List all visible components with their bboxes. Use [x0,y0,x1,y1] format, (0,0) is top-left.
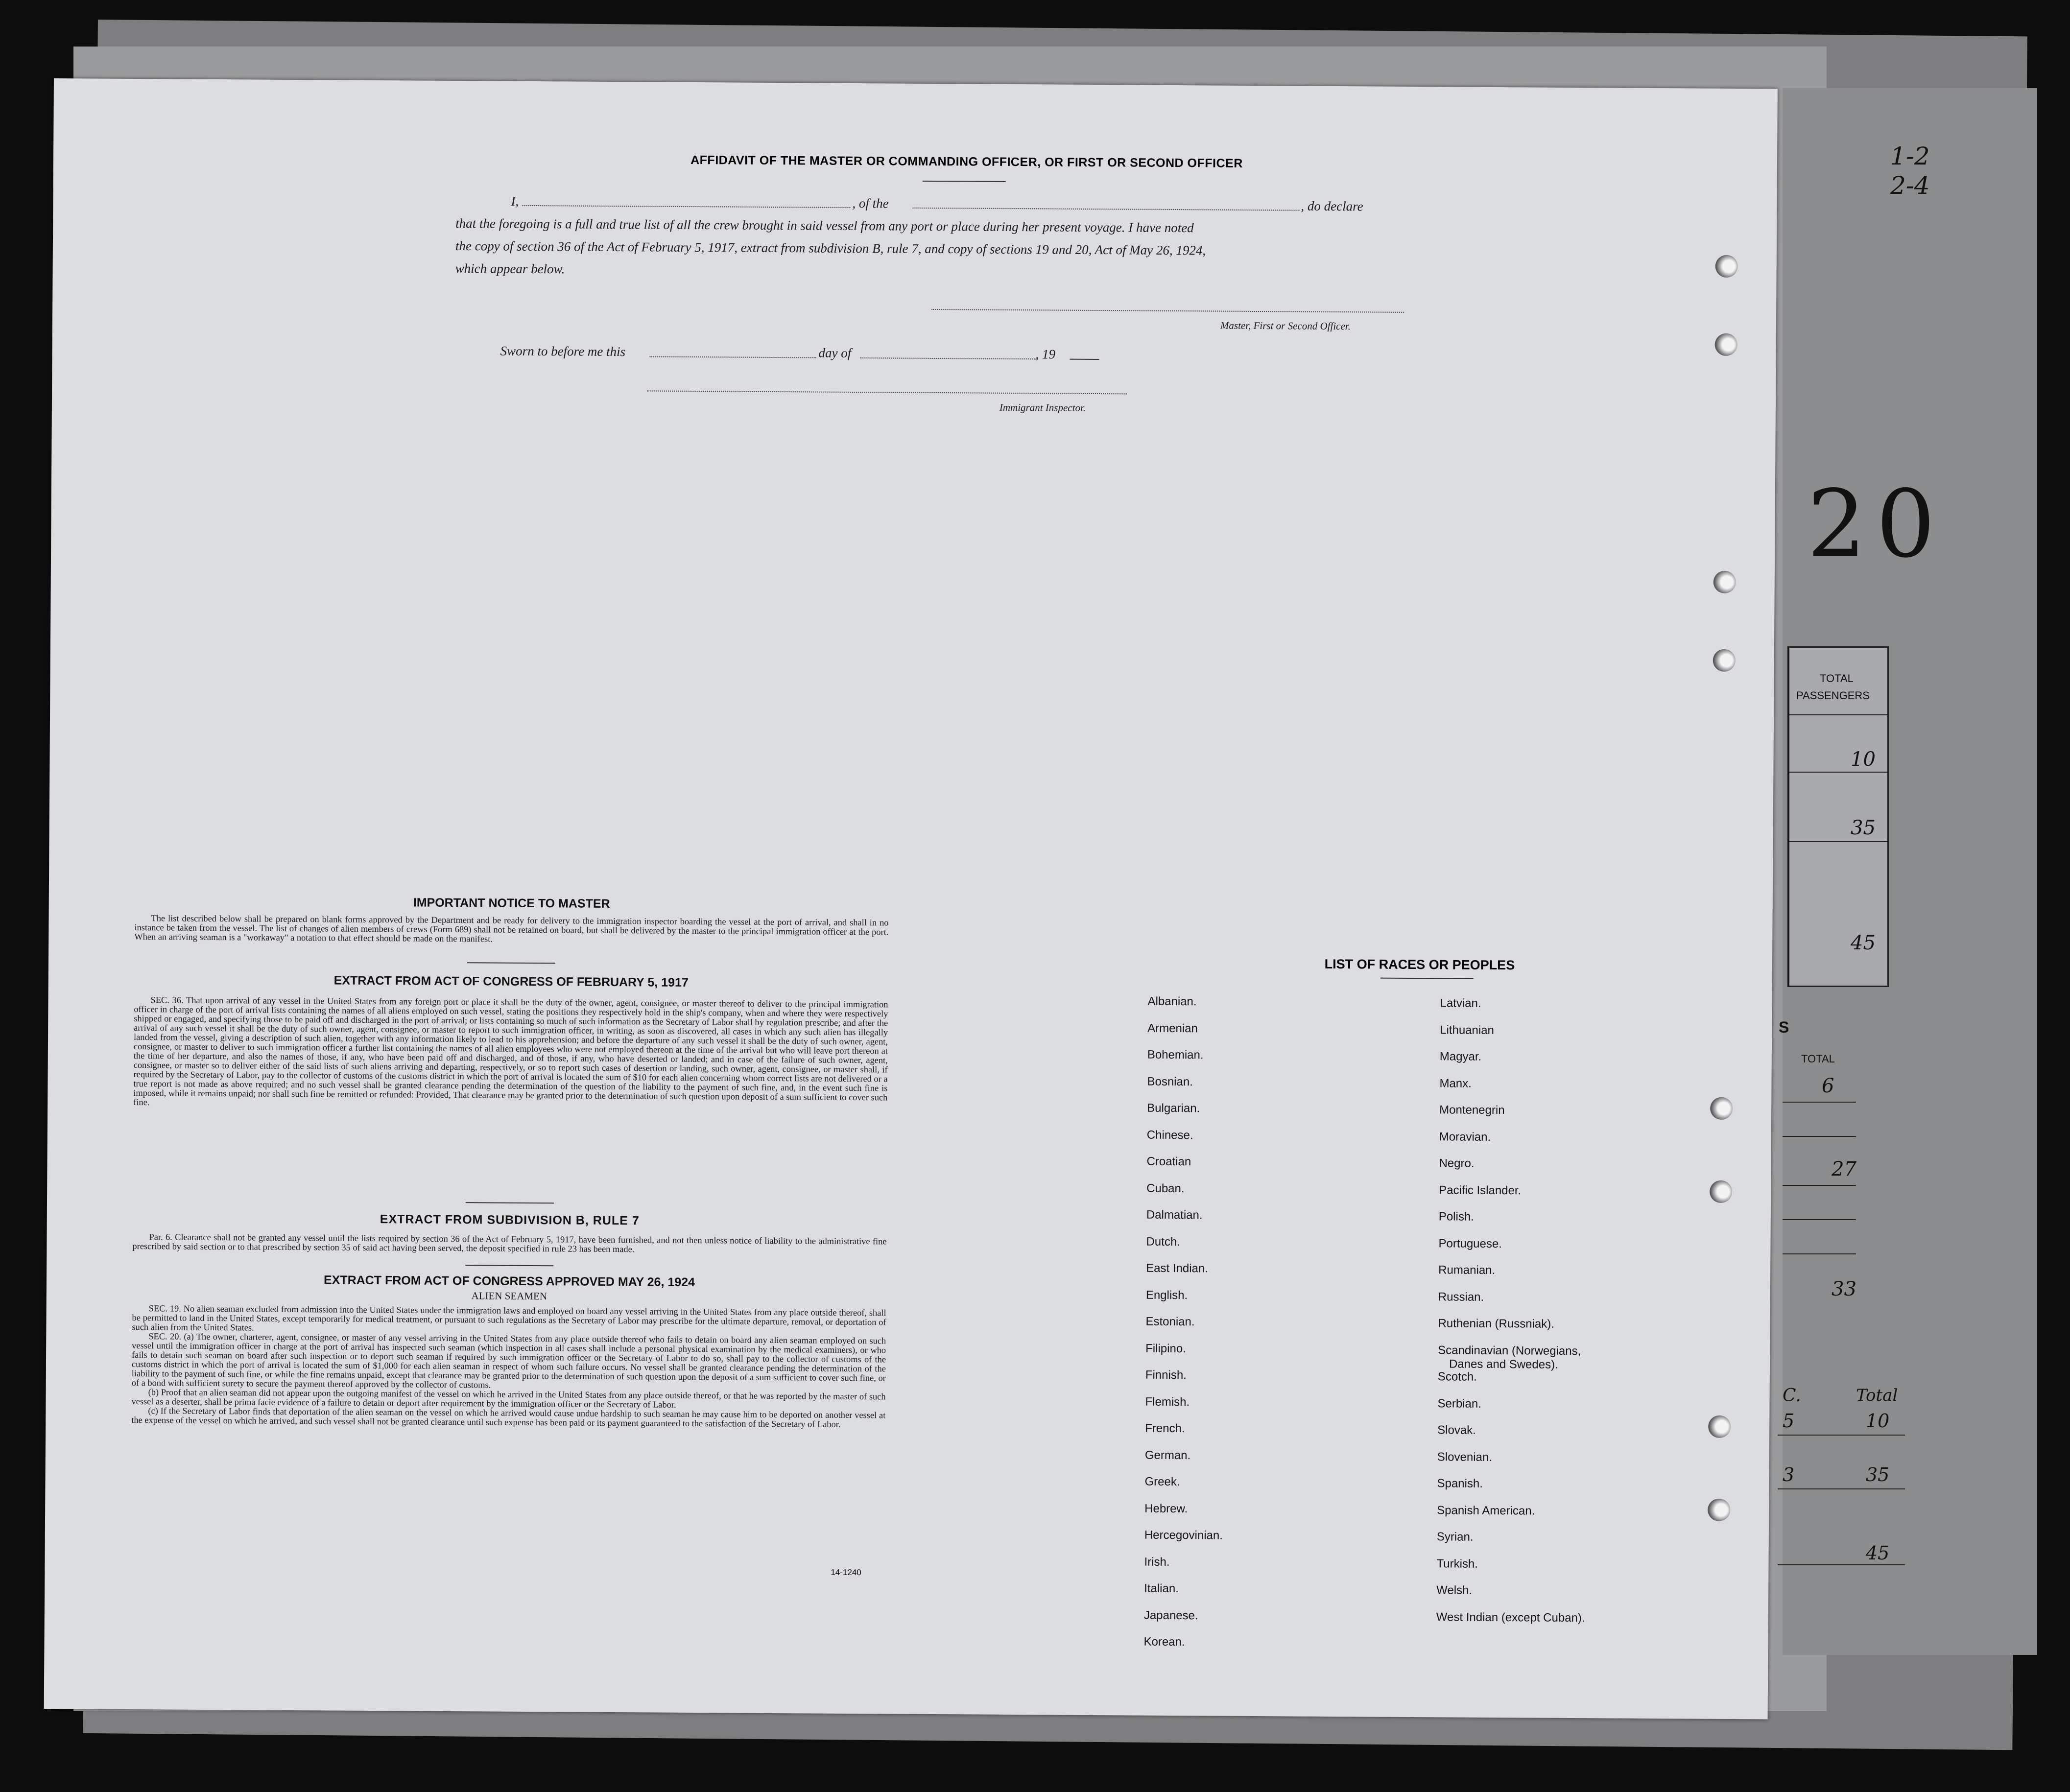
race-item: Hercegovinian. [1144,1528,1223,1542]
punch-hole [1713,571,1736,593]
races-title: LIST OF RACES OR PEOPLES [1324,956,1515,973]
sworn-year: , 19 [1035,347,1056,362]
affidavit-line3: the copy of section 36 of the Act of February 5, 1917, extract from subdivision B, rule 7, and copy of sections 19 and 20, Act of May 26, 1924, [455,238,1206,258]
race-item: Scandinavian (Norwegians, [1438,1343,1581,1358]
race-item: Estonian. [1145,1315,1195,1329]
section-letter: S [1779,1018,1789,1036]
race-item: Ruthenian (Russniak). [1438,1317,1555,1331]
race-item: Montenegrin [1439,1103,1505,1117]
total2-label: Total [1856,1386,1898,1405]
race-item: West Indian (except Cuban). [1436,1610,1585,1625]
affidavit-title: AFFIDAVIT OF THE MASTER OR COMMANDING OFFICER, OR FIRST OR SECOND OFFICER [690,153,1243,170]
race-item: Korean. [1143,1635,1185,1649]
punch-hole [1710,1180,1732,1203]
note-1: 1-2 [1890,142,1930,170]
race-item: Rumanian. [1438,1263,1496,1277]
form-code: 14-1240 [831,1567,861,1578]
race-item: Filipino. [1145,1342,1186,1355]
punch-hole [1708,1499,1730,1521]
race-item: Bulgarian. [1147,1101,1200,1115]
race-item: Armenian [1147,1021,1198,1035]
race-item: Flemish. [1145,1395,1190,1409]
race-item: Moravian. [1439,1130,1491,1144]
master-signature-field[interactable] [931,309,1404,313]
race-item: Serbian. [1437,1396,1481,1411]
race-item: French. [1145,1421,1185,1436]
extract-1924-title: EXTRACT FROM ACT OF CONGRESS APPROVED MAY 26, 1924 [323,1273,695,1290]
race-item: Irish. [1144,1555,1170,1569]
race-item: Polish. [1438,1210,1474,1224]
race-item: Albanian. [1147,994,1197,1009]
tp-value-3: 45 [1851,932,1876,954]
total2-value-2: 35 [1866,1464,1890,1485]
race-item: Slovenian. [1437,1450,1493,1464]
race-item: Magyar. [1439,1050,1482,1063]
c-value-2: 3 [1783,1464,1795,1485]
rule7-body: Par. 6. Clearance shall not be granted any vessel until the lists required by section 36 of the Act of February 5, 1917, have been furnished, and not then unless notice of liability to the administrative fine prescribed by said section or to that prescribed by section 35 of said act having been served, the deposit specified in rule 23 has been made. [132,1232,887,1254]
punch-hole [1715,333,1737,356]
sworn-day-field[interactable] [650,356,816,358]
sworn-text: Sworn to before me this [500,343,626,359]
race-item: Italian. [1144,1581,1179,1596]
race-item: Croatian [1146,1155,1191,1169]
race-item: Spanish. [1437,1477,1483,1490]
note-2: 2-4 [1890,171,1930,200]
big-mark: 20 [1807,470,1945,578]
race-item: Syrian. [1436,1530,1474,1544]
race-item: Finnish. [1145,1368,1187,1382]
race-item: Bohemian. [1147,1048,1204,1062]
tp-label-1: TOTAL [1820,672,1854,684]
alien-seamen-subtitle: ALIEN SEAMEN [471,1290,547,1302]
race-item: German. [1144,1448,1191,1462]
race-item: Welsh. [1436,1583,1473,1597]
c-label: C. [1783,1386,1801,1406]
inspector-signature-field[interactable] [647,390,1127,394]
c-value-1: 5 [1783,1410,1795,1432]
rule7-title: EXTRACT FROM SUBDIVISION B, RULE 7 [380,1212,640,1228]
sworn-month-field[interactable] [860,357,1037,359]
race-item: Dalmatian. [1146,1208,1203,1222]
total2-value-3: 45 [1866,1542,1890,1564]
affidavit-line4: which appear below. [455,261,565,277]
notice-body: The list described below shall be prepared on blank forms approved by the Department and be ready for delivery to the immigration inspector boarding the vessel at the port of arrival, and shall in no instance be taken from the vessel. The list of changes of alien members of crews (Form 689) shall not be retained on board, but shall be delivered by the master to the principal immigration officer at the port. When an arriving seaman is a "workaway" a notation to that effect should be made on the manifest. [134,913,889,944]
extract-1924-body: SEC. 19. No alien seaman excluded from admission into the United States under the immigration laws and employed on board any vessel arriving in the United States from any place outside thereof, shall be permitted to land in the United States, except temporarily for medical treatment, or pursuant to such regulations as the Secretary of Labor may prescribe for the ultimate departure, removal, or deportation of such alien from the United States. SEC. 20. (a) The owner, charterer, agent, consignee, or master of any vessel arriving in the United States from any place outside thereof who fails to detain on board any alien seaman employed on such vessel until the immigration officer in charge at the port of arrival has inspected such seaman (which inspection in all cases shall include a personal physical examination by the medical examiners), or who fails to detain such seaman on board after such inspection or to deport such seaman if required by such immigration officer or the Secretary of Labor to do so, shall pay to the collector of customs of the customs district in which the port of arrival is located the sum of $1,000 for each alien seaman in respect of whom such failure occurs. No vessel shall be granted clearance pending the determination of the liability to the payment of such fine, or while the fine remains unpaid, except that clearance may be granted prior to the determination of such question upon the deposit of a sum sufficient to cover such fine, or of a bond with sufficient surety to secure the payment thereof approved by the collector of customs. (b) Proof that an alien seaman did not appear upon the outgoing manifest of the vessel on which he arrived in the United States from any place outside thereof, or that he was reported by the master of such vessel as a deserter, shall be prima facie evidence of a failure to detain or deport after requirement by the immigration officer or the Secretary of Labor. (c) If the Secretary of Labor finds that deportation of the alien seaman on the vessel on which he arrived would cause undue hardship to such seaman he may cause him to be deported on another vessel at the expense of the vessel on which he arrived, and such vessel shall not be granted clearance until such expense has been paid or its payment guaranteed to the satisfaction of the Secretary of Labor. [131,1303,886,1429]
race-item: Portuguese. [1438,1236,1502,1250]
race-item: Turkish. [1436,1556,1478,1571]
race-item: Japanese. [1143,1608,1198,1622]
affidavit-line1-a: I, [511,193,519,209]
affidavit-line1-c: , do declare [1301,198,1363,214]
extract-1917-title: EXTRACT FROM ACT OF CONGRESS OF FEBRUARY 5, 1917 [333,973,689,990]
race-item: Cuban. [1146,1181,1185,1195]
race-item: Manx. [1439,1076,1472,1090]
race-item: Latvian. [1440,996,1481,1010]
master-label: Master, First or Second Officer. [1220,319,1351,332]
punch-hole [1710,1097,1733,1120]
affidavit-line2: that the foregoing is a full and true list of all the crew brought in said vessel from any port or place during her present voyage. I have noted [455,216,1194,236]
race-item: Negro. [1439,1156,1475,1170]
race-item: Russian. [1438,1290,1484,1304]
race-item: Hebrew. [1144,1502,1188,1515]
race-item: East Indian. [1146,1261,1209,1275]
total-value-3: 33 [1832,1278,1856,1300]
race-item: Bosnian. [1147,1075,1193,1088]
punch-hole [1708,1415,1731,1438]
vessel-field[interactable] [912,208,1299,211]
notice-title: IMPORTANT NOTICE TO MASTER [413,896,610,911]
affidavit-line1-b: , of the [852,195,889,211]
race-item: Scotch. [1437,1370,1477,1384]
race-item: Greek. [1144,1475,1180,1489]
total-label: TOTAL [1801,1053,1835,1065]
tp-label-2: PASSENGERS [1796,689,1870,702]
race-item: Pacific Islander. [1439,1183,1522,1197]
race-item: Chinese. [1146,1128,1193,1142]
inspector-label: Immigrant Inspector. [999,401,1086,414]
race-item: Spanish American. [1437,1503,1535,1518]
total-passengers-box [1787,646,1889,987]
sworn-dayof: day of [818,345,852,360]
race-item: Lithuanian [1440,1023,1495,1037]
name-field[interactable] [522,205,850,208]
race-item: Danes and Swedes). [1449,1357,1558,1371]
tp-value-2: 35 [1851,817,1876,839]
punch-hole [1715,255,1738,278]
race-item: Slovak. [1437,1423,1476,1437]
total-value-1: 6 [1822,1075,1834,1097]
total2-value-1: 10 [1866,1410,1890,1432]
punch-hole [1713,649,1736,672]
total-value-2: 27 [1832,1158,1856,1180]
extract-1917-body: SEC. 36. That upon arrival of any vessel in the United States from any foreign port or place it shall be the duty of the owner, agent, consignee, or master thereof to deliver to the principal immigration officer in charge of the port of arrival lists containing the names of all aliens employed on such vessel, stating the positions they respectively hold in the ship's company, when and where they were respectively shipped or engaged, and specifying those to be paid off and discharged in the port of arrival; or lists containing so much of such information as the Secretary of Labor shall by regulation prescribe; and after the arrival of any such vessel it shall be the duty of such owner, agent, consignee, or master to report to such immigration officer, in writing, as soon as discovered, all cases in which any such alien has illegally landed from the vessel, giving a description of such alien, together with any information likely to lead to his apprehension; and before the departure of any such vessel it shall be the duty of such owner, agent, consignee, or master to deliver to such immigration officer a further list containing the names of all alien employees who were not employed thereon at the time of the arrival but who will leave port thereon at the time of her departure, and also the names of those, if any, who have been paid off and discharged, and of those, if any, who have deserted or landed; and in case of the failure of such owner, agent, consignee, or master so to deliver either of the said lists of such aliens arriving and departing, respectively, or so to report such cases of desertion or landing, such owner, agent, consignee, or master shall, if required by the Secretary of Labor, pay to the collector of customs of the customs district in which the port of arrival is located the sum of $10 for each alien concerning whom correct lists are not delivered or a true report is not made as above required; and no such vessel shall be granted clearance pending the determination of the question of the liability to the payment of such fine, and, in the event such fine is imposed, while it remains unpaid; nor shall such fine be remitted or refunded: Provided, That clearance may be granted prior to the determination of such question upon deposit of a sum sufficient to cover such fine. [133,995,888,1108]
tp-value-1: 10 [1851,748,1876,771]
race-item: Dutch. [1146,1235,1180,1249]
document-page [44,78,1778,1719]
race-item: English. [1145,1288,1188,1302]
